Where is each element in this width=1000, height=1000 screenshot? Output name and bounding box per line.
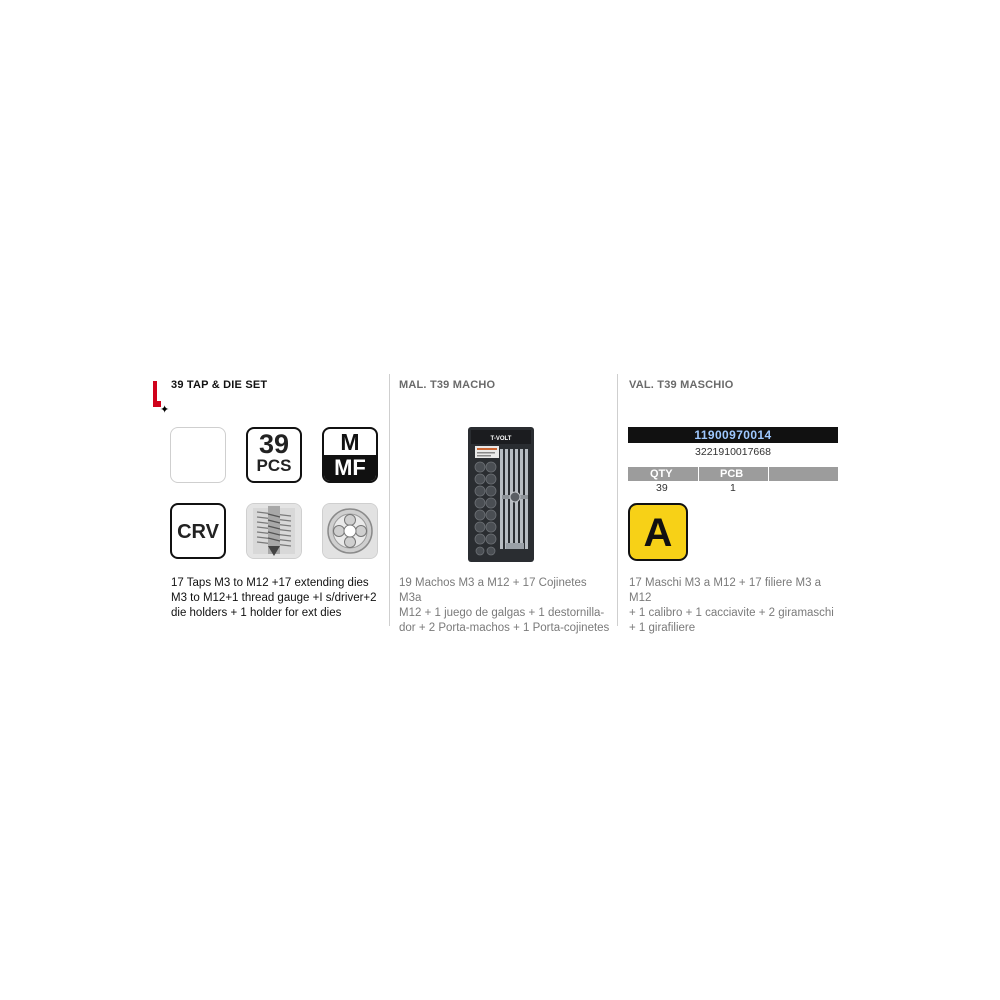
column-divider [389, 374, 390, 626]
brand-label: T-VOLT [490, 436, 512, 442]
column-divider [617, 374, 618, 626]
column-title-english: 39 TAP & DIE SET [171, 379, 268, 391]
description-italian: 17 Maschi M3 a M12 + 17 filiere M3 a M12 + 1 calibro + 1 cacciavite + 2 giramaschi + 1 girafiliere [629, 577, 834, 634]
pcb-value: 1 [730, 482, 736, 494]
description-spanish: 19 Machos M3 a M12 + 17 Cojinetes M3a M12 + 1 juego de galgas + 1 destornilla- dor + 2 Porta-machos + 1 Porta-cojinetes [399, 577, 610, 634]
ean-code: 3221910017668 [695, 446, 771, 458]
material-badge [170, 503, 226, 559]
qty-table-header [628, 467, 838, 481]
piece-count-badge [246, 427, 302, 483]
piece-count-number: 39 [258, 429, 290, 459]
qty-header-label: QTY [650, 468, 673, 480]
product-image [466, 427, 536, 562]
material-label: CRV [177, 521, 219, 543]
class-a-badge: A [628, 503, 688, 561]
die-icon [322, 503, 378, 559]
blank-badge [170, 427, 226, 483]
tap-icon [246, 503, 302, 559]
column-title-spanish: MAL. T39 MACHO [399, 379, 496, 391]
piece-count-unit: PCS [256, 456, 292, 475]
pcb-header-label: PCB [720, 468, 744, 480]
qty-value: 39 [656, 482, 668, 494]
thread-type-metric: M [340, 429, 360, 455]
thread-type-badge [322, 427, 378, 483]
reference-code: 11900970014 [628, 427, 838, 443]
thread-type-fine: MF [324, 455, 376, 481]
column-title-italian: VAL. T39 MASCHIO [629, 379, 734, 391]
sparkle-icon: ✦ [160, 404, 170, 416]
description-english: 17 Taps M3 to M12 +17 extending dies M3 to M12+1 thread gauge +I s/driver+2 die holders + 1 holder for ext dies [171, 577, 377, 619]
